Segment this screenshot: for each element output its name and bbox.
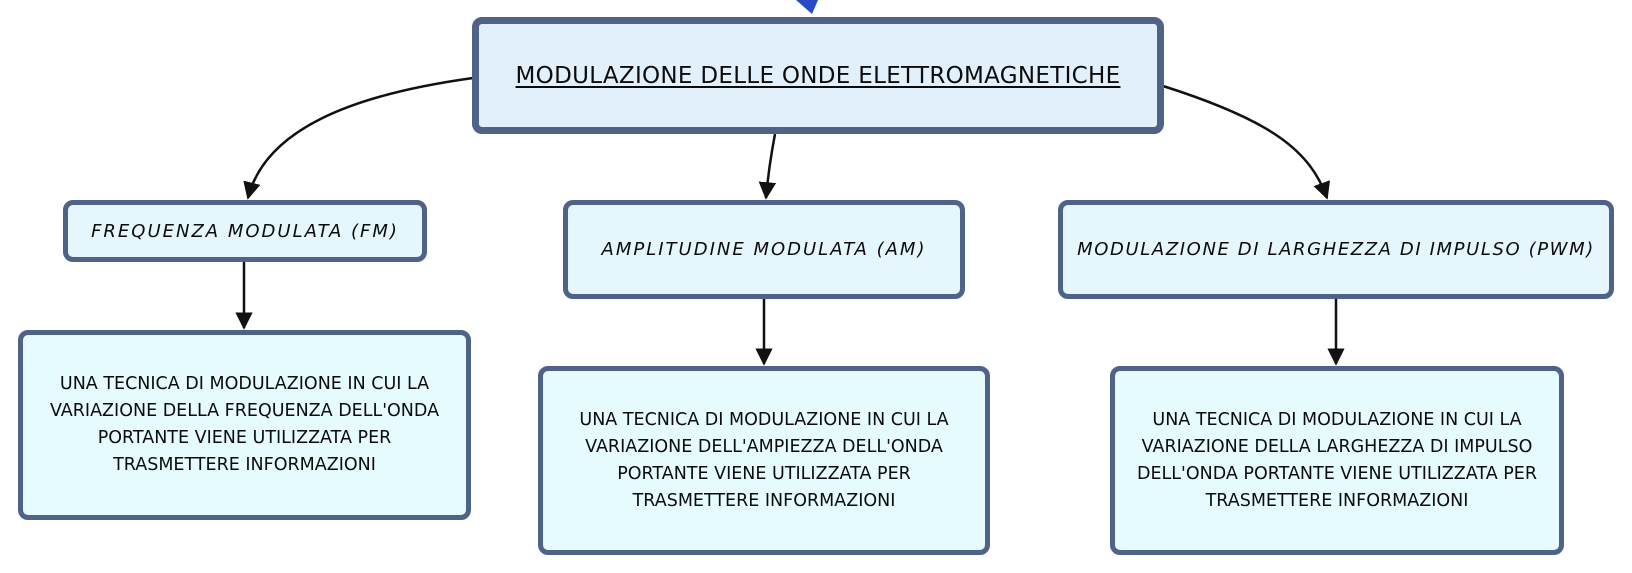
description-node-pwm[interactable] — [1110, 366, 1564, 555]
incoming-pointer-icon — [796, 0, 818, 14]
root-title: MODULAZIONE DELLE ONDE ELETTROMAGNETICHE — [515, 62, 1121, 89]
description-text-pwm: UNA TECNICA DI MODULAZIONE IN CUI LA VARIAZIONE DELLA LARGHEZZA DI IMPULSO DELL'ONDA PORTANTE VIENE UTILIZZATA PER TRASMETTERE INFORMAZIONI — [1136, 409, 1538, 511]
connector-root-to-pwm — [1163, 86, 1327, 198]
category-node-fm[interactable] — [63, 200, 427, 262]
description-node-fm[interactable] — [18, 330, 471, 520]
category-node-am[interactable] — [563, 200, 965, 299]
description-node-am[interactable] — [538, 366, 990, 555]
connector-root-to-fm — [248, 78, 473, 198]
category-node-pwm[interactable] — [1058, 200, 1614, 299]
root-node[interactable] — [472, 17, 1164, 134]
description-text-fm: UNA TECNICA DI MODULAZIONE IN CUI LA VARIAZIONE DELLA FREQUENZA DELL'ONDA PORTANTE VIENE UTILIZZATA PER TRASMETTERE INFORMAZIONI — [49, 374, 440, 475]
connector-root-to-am — [766, 134, 775, 198]
category-label-fm: FREQUENZA MODULATA (FM) — [91, 220, 399, 242]
category-label-am: AMPLITUDINE MODULATA (AM) — [601, 239, 927, 260]
description-text-am: UNA TECNICA DI MODULAZIONE IN CUI LA VARIAZIONE DELL'AMPIEZZA DELL'ONDA PORTANTE VIENE UTILIZZATA PER TRASMETTERE INFORMAZIONI — [579, 409, 949, 511]
category-label-pwm: MODULAZIONE DI LARGHEZZA DI IMPULSO (PWM) — [1077, 239, 1595, 260]
